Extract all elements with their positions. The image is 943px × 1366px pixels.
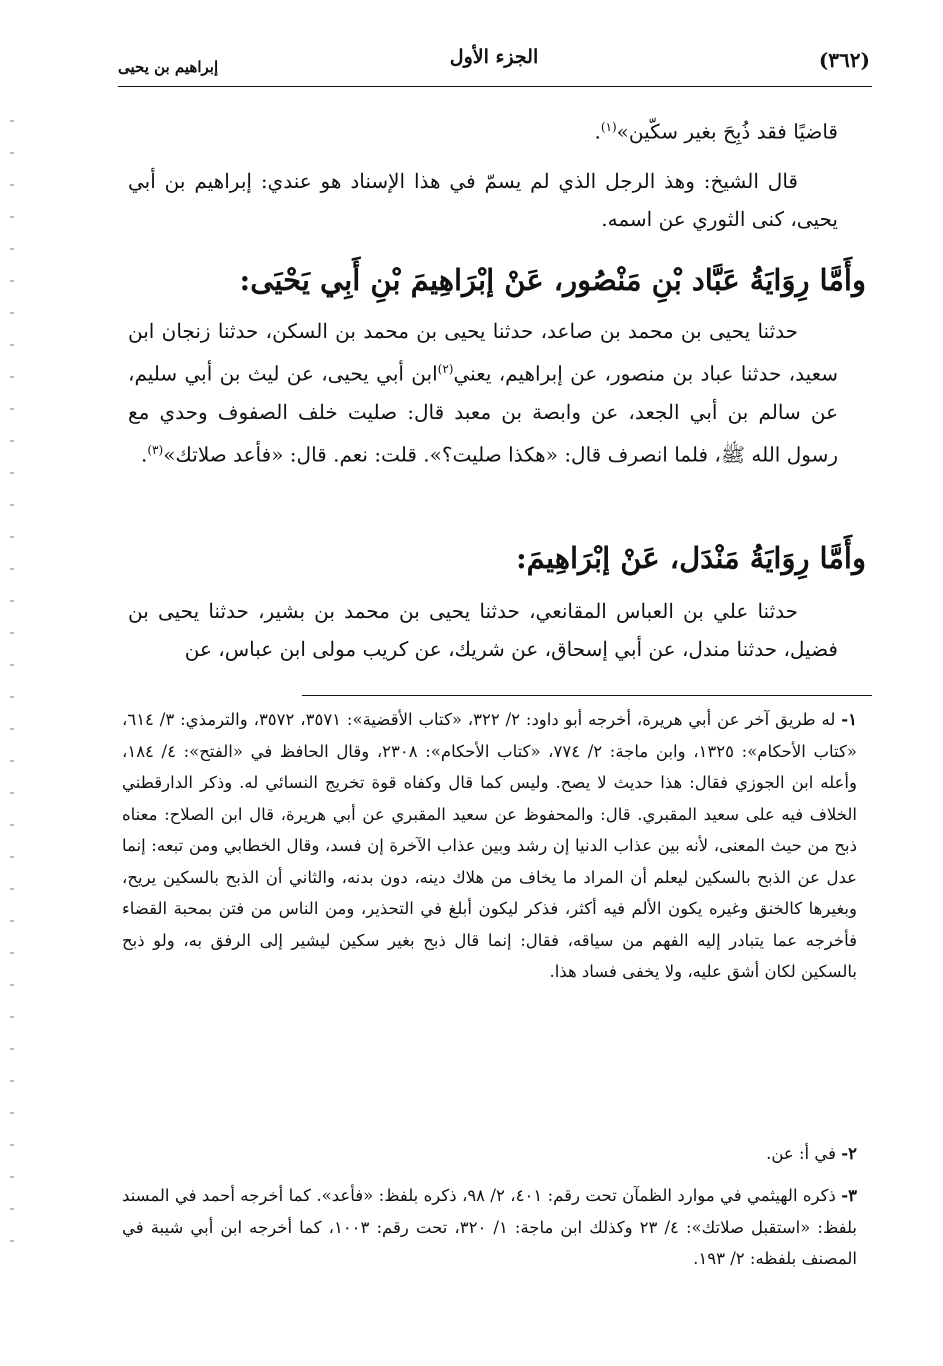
footnote-number: ٣- bbox=[841, 1186, 857, 1205]
footnote-separator bbox=[302, 695, 872, 696]
footnote-marker-1: (١) bbox=[600, 120, 617, 134]
body-line-1: قاضيًا فقد ذُبِحَ بغير سكّين»$^{(١)}$. bbox=[594, 119, 838, 144]
footnote-number: ١- bbox=[841, 710, 858, 729]
section-heading-2: وأَمَّا رِوَايَةُ مَنْدَل، عَنْ إبْرَاهِيمَ: bbox=[515, 541, 866, 575]
paragraph-1: قال الشيخ: وهذ الرجل الذي لم يسمّ في هذا الإسناد هو عندي: إبراهيم بن أبي يحيى، كنى الثوري عن اسمه. bbox=[128, 169, 838, 231]
section-heading-1: وأَمَّا رِوَايَةُ عَبَّاد بْنِ مَنْصُور، عَنْ إبْرَاهِيمَ بْنِ أَبِي يَحْيَى: bbox=[239, 263, 866, 297]
footnote-marker-2: (٢) bbox=[437, 362, 454, 376]
volume-title: الجزء الأول bbox=[449, 46, 539, 68]
footnote-marker-3: (٣) bbox=[147, 442, 164, 457]
footnote-1: ١- له طريق آخر عن أبي هريرة، أخرجه أبو داود: ٢/ ٣٢٢، «كتاب الأقضية»: ٣٥٧١، ٣٥٧٢، والترمذي: ٣/ ٦١٤، «كتاب الأحكام»: ١٣٢٥، وابن ماجة: ٢/ ٧٧٤، «كتاب الأحكام»: ٢٣٠٨، وقال الحافظ في «الفتح»: ٤/ ١٨٤، وأعله ابن الجوزي فقال: هذا حديث لا يصح. وليس كما قال وكفاه قوة تخريج النسائي له. وذكر الدارقطني الخلاف فيه على سعيد المقبري. قال: والمحفوظ عن سعيد المقبري عن أبي هريرة، قال ابن الصلاح: معناه ذبح من حيث المعنى، لأنه بين عذاب الدنيا إن رشد وبين عذاب الآخرة إن فسد، وقال الخطابي ومن تبعه: إنما عدل عن الذبح بالسكين ليعلم أن المراد ما يخاف من هلاك دينه، دون بدنه، والثاني أن الذبح بالسكين يريح، وبغيرها كالخنق وغيره يكون الألم فيه أكثر، فذكر ليكون أبلغ في التحذير، ومن الناس من فتن بمحبة القضاء فأخرجه عما يتبادر إليه الفهم من سياقه، فقال: إنما قال ذبح بغير سكين ليشير إلى الرفق به، ولو ذبح بالسكين لكان أشق عليه، ولا يخفى فساد هذا. bbox=[122, 710, 858, 981]
footnote-3: ٣- ذكره الهيثمي في موارد الظمآن تحت رقم: ٤٠١، ٢/ ٩٨، ذكره بلفظ: «فأعد». كما أخرجه أحمد في المسند بلفظ: «استقبل صلاتك»: ٤/ ٢٣ وكذلك ابن ماجة: ١/ ٣٢٠، تحت رقم: ١٠٠٣، كما أخرجه ابن أبي شيبة في المصنف بلفظه: ٢/ ١٩٣. bbox=[122, 1186, 858, 1268]
page-header bbox=[118, 42, 870, 82]
paragraph-3: حدثنا علي بن العباس المقانعي، حدثنا يحيى بن محمد بن بشير، حدثنا يحيى بن فضيل، حدثنا مندل، عن أبي إسحاق، عن شريك، عن كريب مولى ابن عباس، عن bbox=[128, 599, 838, 661]
scan-margin-marks bbox=[10, 120, 14, 1270]
page-number: (٣٦٢) bbox=[818, 48, 870, 72]
footnote-number: ٢- bbox=[841, 1144, 857, 1163]
footnote-2: ٢- في أ: عن. bbox=[766, 1144, 857, 1163]
running-title: إبراهيم بن يحيى bbox=[118, 58, 219, 76]
paragraph-2: حدثنا يحيى بن محمد بن صاعد، حدثنا يحيى بن محمد بن السكن، حدثنا زنجان ابن سعيد، حدثنا عباد بن منصور، عن إبراهيم، يعني$^{(٢)}$ابن أبي يحيى، عن ليث بن أبي سليم، عن سالم بن أبي الجعد، عن وابصة بن معبد قال: صليت خلف الصفوف وحدي مع رسول الله ﷺ، فلما انصرف قال: «هكذا صليت؟». قلت: نعم. قال: «فأعد صلاتك»$^{(٣)}$. bbox=[128, 319, 839, 467]
header-rule bbox=[118, 86, 872, 87]
